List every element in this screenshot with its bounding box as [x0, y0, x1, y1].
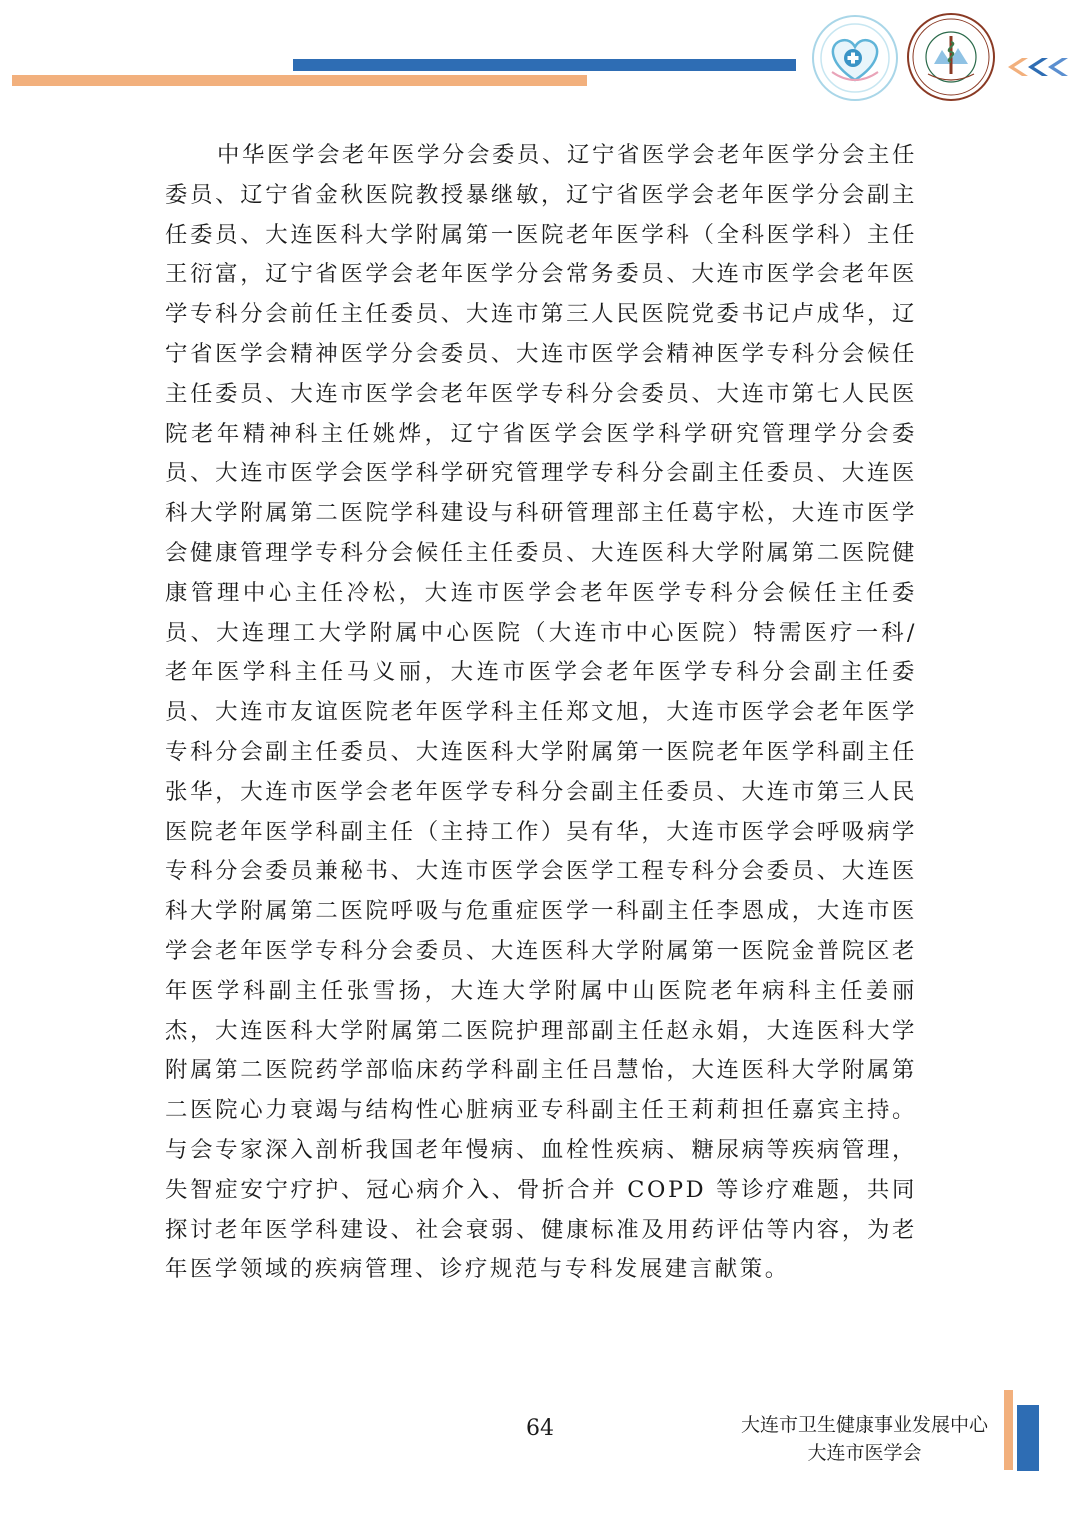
- article-body: [165, 136, 917, 1290]
- chevron-left-icons: [1000, 56, 1072, 78]
- footer-org-line-1: 大连市卫生健康事业发展中心: [740, 1414, 988, 1436]
- footer-org-line-2: 大连市医学会: [807, 1442, 922, 1464]
- footer-organization: [741, 1411, 988, 1467]
- dalian-medical-association-logo-icon: [906, 12, 996, 102]
- footer-blue-bar: [1017, 1405, 1039, 1471]
- page-header: [0, 0, 1080, 110]
- body-paragraph: 中华医学会老年医学分会委员、辽宁省医学会老年医学分会主任委员、辽宁省金秋医院教授暴继敏，辽宁省医学会老年医学分会副主任委员、大连医科大学附属第一医院老年医学科（全科医学科）主任王衍富，辽宁省医学会老年医学分会常务委员、大连市医学会老年医学专科分会前任主任委员、大连市第三人民医院党委书记卢成华，辽宁省医学会精神医学分会委员、大连市医学会精神医学专科分会候任主任委员、大连市医学会老年医学专科分会委员、大连市第七人民医院老年精神科主任姚烨，辽宁省医学会医学科学研究管理学分会委员、大连市医学会医学科学研究管理学专科分会副主任委员、大连医科大学附属第二医院学科建设与科研管理部主任葛宇松，大连市医学会健康管理学专科分会候任主任委员、大连医科大学附属第二医院健康管理中心主任冷松，大连市医学会老年医学专科分会候任主任委员、大连理工大学附属中心医院（大连市中心医院）特需医疗一科/老年医学科主任马义丽，大连市医学会老年医学专科分会副主任委员、大连市友谊医院老年医学科主任郑文旭，大连市医学会老年医学专科分会副主任委员、大连医科大学附属第一医院老年医学科副主任张华，大连市医学会老年医学专科分会副主任委员、大连市第三人民医院老年医学科副主任（主持工作）吴有华，大连市医学会呼吸病学专科分会委员兼秘书、大连市医学会医学工程专科分会委员、大连医科大学附属第二医院呼吸与危重症医学一科副主任李恩成，大连市医学会老年医学专科分会委员、大连医科大学附属第一医院金普院区老年医学科副主任张雪扬，大连大学附属中山医院老年病科主任姜丽杰，大连医科大学附属第二医院护理部副主任赵永娟，大连医科大学附属第二医院药学部临床药学科副主任吕慧怡，大连医科大学附属第二医院心力衰竭与结构性心脏病亚专科副主任王莉莉担任嘉宾主持。与会专家深入剖析我国老年慢病、血栓性疾病、糖尿病等疾病管理，失智症安宁疗护、冠心病介入、骨折合并 COPD 等诊疗难题，共同探讨老年医学科建设、社会衰弱、健康标准及用药评估等内容，为老年医学领域的疾病管理、诊疗规范与专科发展建言献策。: [165, 142, 917, 1283]
- health-development-center-logo-icon: [810, 14, 900, 102]
- page-number: 64: [526, 1416, 554, 1441]
- header-blue-bar: [293, 59, 796, 71]
- footer-orange-bar: [1004, 1390, 1013, 1470]
- header-orange-bar: [12, 75, 587, 86]
